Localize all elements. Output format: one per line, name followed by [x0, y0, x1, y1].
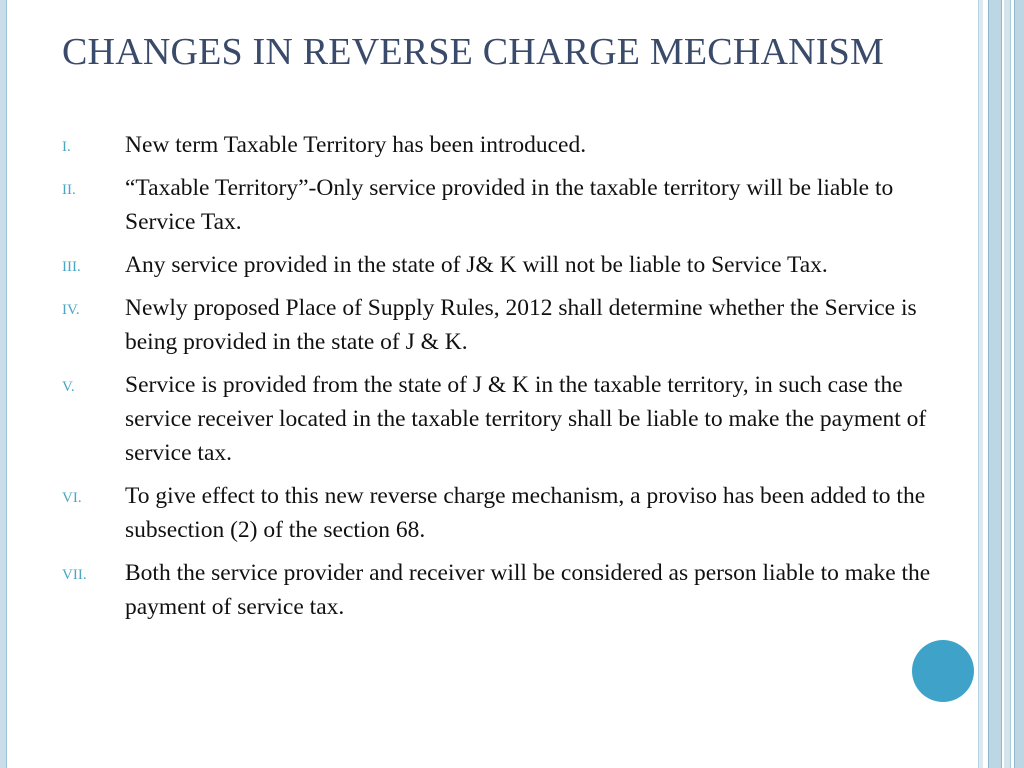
list-item-text: To give effect to this new reverse charge mechanism, a proviso has been added to the subsection (2) of the section 68. [125, 483, 926, 543]
list-item [62, 171, 962, 239]
list-item [62, 479, 962, 547]
stripe [1014, 0, 1024, 768]
accent-circle-decoration [912, 640, 974, 702]
list-item-text: Service is provided from the state of J & K in the taxable territory, in such case the service receiver located in the taxable territory shall be liable to make the payment of service tax. [125, 372, 927, 466]
list-numeral: VI. [62, 490, 82, 506]
stripe [978, 0, 983, 768]
slide-title: CHANGES IN REVERSE CHARGE MECHANISM [62, 31, 884, 73]
list-item-text: Both the service provider and receiver will be considered as person liable to make the payment of service tax. [125, 560, 931, 620]
list-item [62, 128, 962, 162]
list-item [62, 248, 962, 282]
list-numeral: VII. [62, 567, 87, 583]
list-numeral: II. [62, 182, 76, 198]
left-border-decoration [0, 0, 7, 768]
list-numeral: IV. [62, 302, 80, 318]
list-numeral: III. [62, 259, 81, 275]
list-item [62, 556, 962, 624]
list-numeral: I. [62, 139, 71, 155]
list-item-text: Newly proposed Place of Supply Rules, 2012 shall determine whether the Service is being provided in the state of J & K. [125, 295, 917, 355]
stripe [988, 0, 1002, 768]
bullet-list [62, 128, 962, 633]
list-item-text: Any service provided in the state of J& K will not be liable to Service Tax. [125, 252, 828, 278]
right-stripe-decoration [978, 0, 1024, 768]
list-item [62, 291, 962, 359]
list-item-text: “Taxable Territory”-Only service provided in the taxable territory will be liable to Service Tax. [125, 175, 894, 235]
list-numeral: V. [62, 379, 75, 395]
stripe [1004, 0, 1011, 768]
list-item [62, 368, 962, 470]
list-item-text: New term Taxable Territory has been introduced. [125, 132, 587, 158]
